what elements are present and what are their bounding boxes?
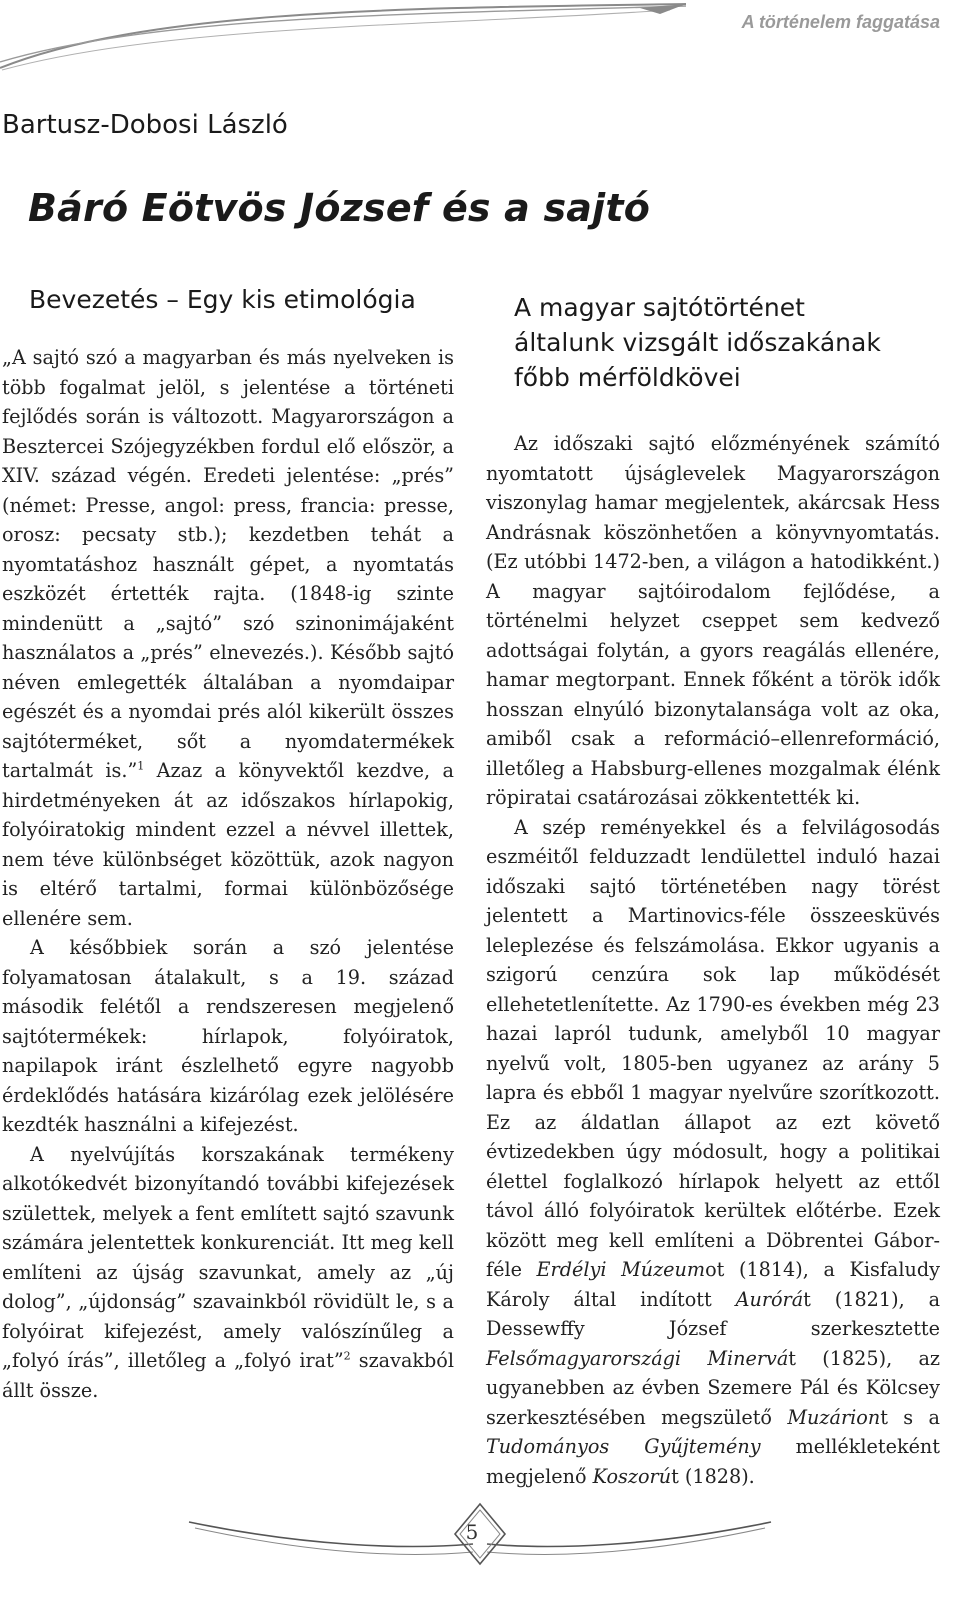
right-column bbox=[486, 290, 940, 1491]
page-number: 5 bbox=[465, 1520, 479, 1544]
left-column bbox=[2, 282, 454, 1405]
footnote-ref[interactable]: 1 bbox=[137, 759, 145, 773]
paragraph: „A sajtó szó a magyarban és más nyelveken is több fogalmat jelöl, s jelentése a történeti fejlődés során is változott. Magyarországon a Besztercei Szójegyzékben fordul elő először, a XIV. század végén. Eredeti jelentése: „prés” (német: Presse, angol: press, francia: presse, orosz: pecsaty stb.); kezdetben tehát a nyomtatáshoz használt gépet, a nyomtatás eszközét értették rajta. (1848-ig szinte mindenütt a „sajtó” szó szinonimájaként használatos a „prés” elnevezés.). Később sajtó néven emlegették általában a nyomdaipar egészét és a nyomdai prés alól kikerült összes sajtóterméket, sőt a nyomdatermékek tartalmát is.”$^1$ Azaz a könyvektől kezdve, a hirdetményeken át az időszakos hírlapokig, folyóiratokig mindent ezzel a névvel illettek, nem téve különbséget közöttük, azok nagyon is eltérő tartalmi, formai különbözősége ellenére sem. bbox=[2, 346, 454, 930]
section-heading-intro: Bevezetés – Egy kis etimológia bbox=[29, 285, 416, 314]
paragraph: A későbbiek során a szó jelentése folyamatosan átalakult, s a 19. század második felétől a rendszeresen megjelenő sajtótermékek: hírlapok, folyóiratok, napilapok iránt észlelhető egyre nagyobb érdeklődés hatására kizárólag ezek jelölésére kezdték használni a kifejezést. bbox=[2, 936, 454, 1136]
footnote-ref[interactable]: 2 bbox=[343, 1349, 351, 1363]
paragraph: Az időszaki sajtó előzményének számító nyomtatott újságlevelek Magyarországon viszonylag hamar megjelentek, akárcsak Hess Andrásnak köszönhetően a könyvnyomtatás. (Ez utóbbi 1472-ben, a világon a hatodikként.) A magyar sajtóirodalom fejlődése, a történelmi helyzet cseppet sem kedvező adottságai folytán, a gyors reagálás ellenére, hamar megtorpant. Ennek főként a török idők hosszan elnyúló bizonytalansága volt az oka, amiből csak a reformáció–ellenreformáció, illetőleg a Habsburg-ellenes mozgalmak élénk röpiratai csatározásai zökkentették ki. bbox=[486, 432, 940, 809]
article-title: Báró Eötvös József és a sajtó bbox=[28, 186, 651, 230]
paragraph: A szép reményekkel és a felvilágosodás eszméitől felduzzadt lendülettel induló hazai időszaki sajtó történetében nagy törést jelentett a Martinovics-féle összeesküvés leleplezése és felszámolása. Ekkor ugyanis a szigorú cenzúra sok lap működését ellehetetlenítette. Az 1790-es években még 23 hazai lapról tudunk, amelyből 10 magyar nyelvű volt, 1805-ben ugyanez az arány 5 lapra és ebből 1 magyar nyelvűre szorítkozott. Ez az áldatlan állapot az ezt követő évtizedekben úgy módosult, hogy a politikai élettel foglalkozó hírlapok helyett az ettől távol álló folyóiratok kerültek előtérbe. Ezek között meg kell említeni a Döbrentei Gábor-féle Erdélyi Múzeumot (1814), a Kisfaludy Károly által indított Aurórát (1821), a Dessewffy József szerkesztette Felsőmagyarországi Minervát (1825), az ugyanebben az évben Szemere Pál és Kölcsey szerkesztésében megszülető Muzáriont s a Tudományos Gyűjtemény mellékleteként megjelenő Koszorút (1828). bbox=[486, 815, 941, 1488]
section-heading-milestones: A magyar sajtótörténet általunk vizsgált időszakának főbb mérföldkövei bbox=[514, 293, 881, 392]
running-header: A történelem faggatása bbox=[741, 12, 940, 32]
author-name: Bartusz-Dobosi László bbox=[2, 110, 288, 140]
header-swoosh-ornament bbox=[0, 0, 690, 80]
paragraph: A nyelvújítás korszakának termékeny alkotókedvét bizonyítandó további kifejezések születtek, melyek a fent említett sajtó szavunk számára jelentettek konkurenciát. Itt meg kell említeni az újság szavunkat, amely az „új dolog”, „újdonság” szavainkból rövidült le, s a folyóirat kifejezést, amely valószínűleg a „folyó írás”, illetőleg a „folyó irat”$^2$ szavakból állt össze. bbox=[2, 1142, 454, 1402]
